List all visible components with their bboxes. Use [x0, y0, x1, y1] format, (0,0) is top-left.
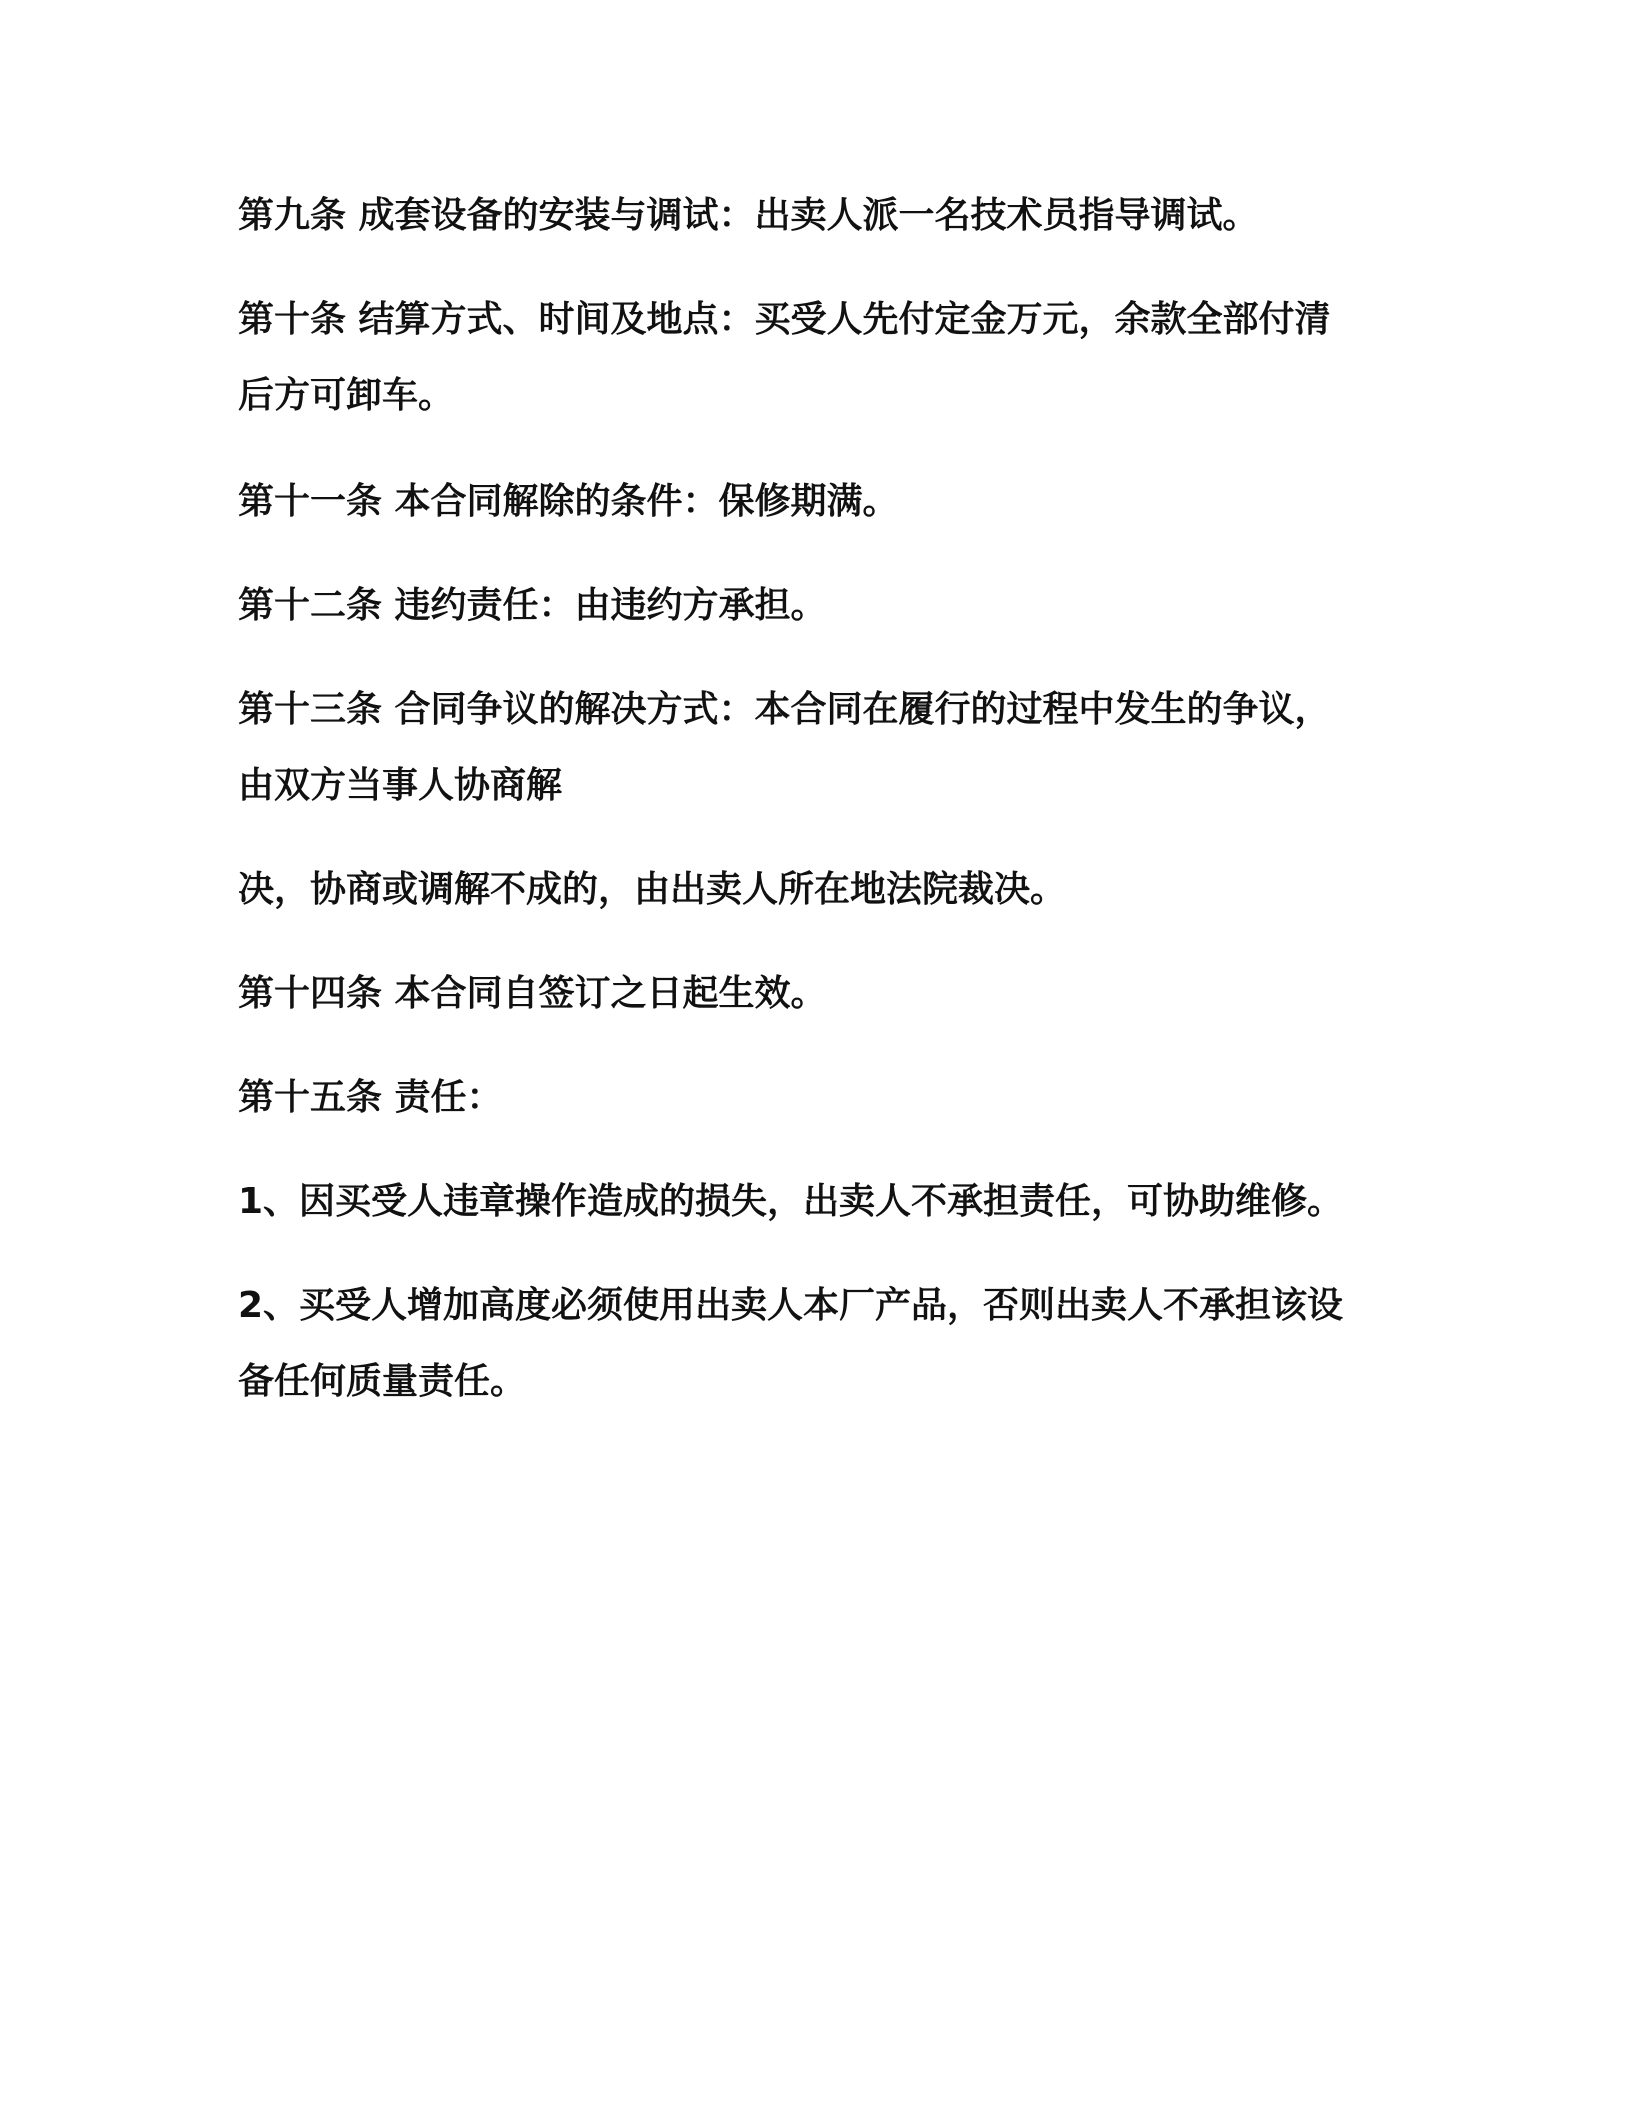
- clause-15-item-2-line-2: 备任何质量责任。: [238, 1361, 527, 1402]
- clause-9-line: 第九条 成套设备的安装与调试：出卖人派一名技术员指导调试。: [238, 195, 1259, 236]
- clause-13-line-3: 决，协商或调解不成的，由出卖人所在地法院裁决。: [238, 869, 1067, 910]
- clause-13-line-1: 第十三条 合同争议的解决方式：本合同在履行的过程中发生的争议，: [238, 689, 1331, 730]
- clause-13-line-2: 由双方当事人协商解: [238, 765, 563, 806]
- clause-10-line-1: 第十条 结算方式、时间及地点：买受人先付定金万元，余款全部付清: [238, 299, 1331, 340]
- clause-14-line: 第十四条 本合同自签订之日起生效。: [238, 973, 827, 1014]
- clause-10-line-2: 后方可卸车。: [238, 375, 455, 416]
- clause-15-item-1: 1、因买受人违章操作造成的损失，出卖人不承担责任，可协助维修。: [238, 1181, 1344, 1222]
- clause-11-line: 第十一条 本合同解除的条件：保修期满。: [238, 481, 899, 522]
- clause-15-heading: 第十五条 责任：: [238, 1077, 503, 1118]
- clause-15-item-2-line-1: 2、买受人增加高度必须使用出卖人本厂产品，否则出卖人不承担该设: [238, 1285, 1344, 1326]
- clause-12-line: 第十二条 违约责任：由违约方承担。: [238, 585, 827, 626]
